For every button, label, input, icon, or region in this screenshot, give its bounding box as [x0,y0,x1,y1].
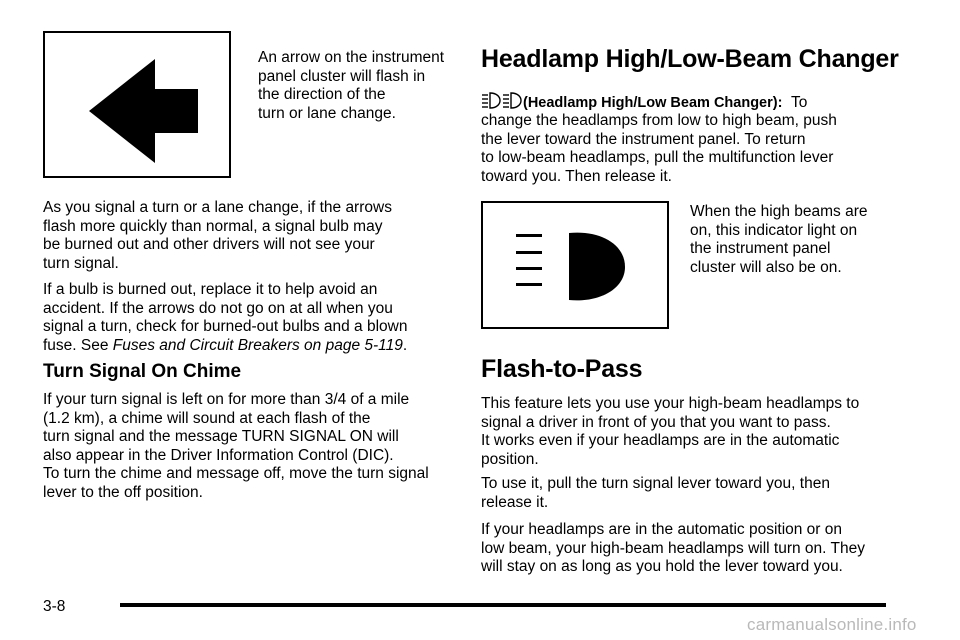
flash-to-pass-paragraph-3: If your headlamps are in the automatic position or on low beam, your high-beam headlamps will turn on. They will stay on as long as you hold the lever toward you. [481,521,865,575]
watermark: carmanualsonline.info [747,615,917,634]
headlamp-changer-heading: Headlamp High/Low-Beam Changer [481,45,899,73]
high-beam-indicator-icon-box [481,201,669,329]
changer-first-line: (Headlamp High/Low Beam Changer): To [481,92,837,112]
turn-signal-paragraph-1: As you signal a turn or a lane change, if the arrows flash more quickly than normal, a signal bulb may be burned out and other drivers will not see your turn signal. [43,199,392,272]
flash-to-pass-heading: Flash-to-Pass [481,355,643,383]
inline-high-beam-symbol-icon [481,92,523,109]
high-beam-caption: When the high beams are on, this indicator light on the instrument panel cluster will also be on. [690,203,868,276]
turn-signal-chime-paragraph: If your turn signal is left on for more than 3/4 of a mile (1.2 km), a chime will sound at each flash of the turn signal and the message TURN SIGNAL ON will also appear in the Driver Information Control (DIC). To turn the chime and message off, move the turn signal lever to the off position. [43,391,429,501]
arrow-caption: An arrow on the instrument panel cluster will flash in the direction of the turn or lane change. [258,49,445,122]
page-number: 3-8 [43,598,66,615]
left-arrow-icon [45,33,229,176]
turn-arrow-icon-box [43,31,231,178]
turn-signal-paragraph-2: If a bulb is burned out, replace it to help avoid an accident. If the arrows do not go on at all when you signal a turn, check for burned-out bulbs and a blown fuse. See Fuses and Circuit Breakers on page 5-119. [43,281,408,354]
fuses-page-reference-link[interactable]: Fuses and Circuit Breakers on page 5-119 [112,336,403,354]
footer-rule [120,603,886,607]
high-beam-headlamp-icon [483,203,667,327]
fuse-reference-line: fuse. See Fuses and Circuit Breakers on page 5-119. [43,336,408,354]
flash-to-pass-paragraph-1: This feature lets you use your high-beam headlamps to signal a driver in front of you that you want to pass. It works even if your headlamps are in the automatic position. [481,395,860,468]
headlamp-changer-paragraph: (Headlamp High/Low Beam Changer): To change the headlamps from low to high beam, push the lever toward the instrument panel. To return to low-beam headlamps, pull the multifunction lever toward you. Then release it. [481,94,837,185]
flash-to-pass-paragraph-2: To use it, pull the turn signal lever toward you, then release it. [481,475,830,511]
turn-signal-chime-heading: Turn Signal On Chime [43,361,242,382]
